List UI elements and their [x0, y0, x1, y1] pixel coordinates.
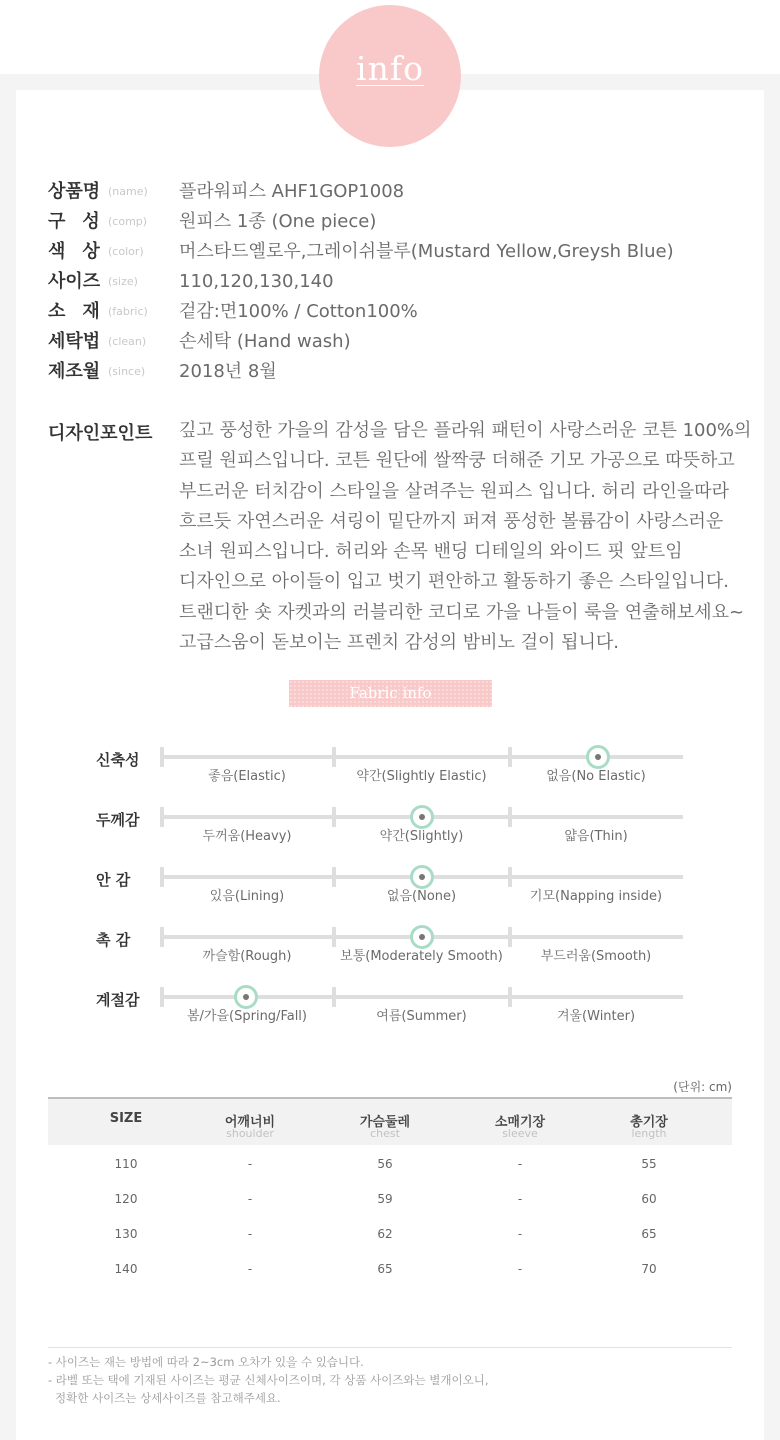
- size-table-header-cell: 총기장: [630, 1115, 668, 1130]
- size-table-cell: 140: [114, 1262, 138, 1276]
- spec-value: 2018년 8월: [179, 361, 277, 382]
- spec-value: 손세탁 (Hand wash): [179, 331, 351, 352]
- fabric-scale-label: 두께감: [96, 811, 140, 829]
- spec-sub: (size): [108, 275, 138, 288]
- size-table-cell: 120: [114, 1192, 138, 1206]
- size-table-cell: 110: [114, 1157, 138, 1171]
- size-table-header-cell: 소매기장: [494, 1115, 546, 1130]
- fabric-scale-tick: [508, 807, 512, 827]
- spec-value: 머스타드옐로우,그레이쉬블루(Mustard Yellow,Greysh Blue): [179, 241, 674, 262]
- spec-label: 구성: [48, 211, 117, 232]
- spec-sub: (color): [108, 245, 144, 258]
- fabric-scale-option: 있음(Lining): [209, 889, 285, 904]
- fabric-scale-option: 겨울(Winter): [556, 1009, 636, 1024]
- size-table-header-cell: 어깨너비: [224, 1115, 276, 1130]
- fabric-scale-tick: [160, 867, 164, 887]
- spec-value: 110,120,130,140: [179, 271, 334, 292]
- size-note-line: - 사이즈는 재는 방법에 따라 2~3cm 오차가 있을 수 있습니다.: [48, 1355, 364, 1369]
- size-notes: [48, 1353, 488, 1407]
- size-note-line: - 라벨 또는 택에 기재된 사이즈는 평균 신체사이즈이며, 각 상품 사이즈와는 별개이오니,: [48, 1373, 489, 1387]
- fabric-scale-label: 신축성: [96, 751, 140, 769]
- fabric-scale-track: [160, 875, 683, 879]
- spec-sub: (clean): [108, 335, 147, 348]
- fabric-scale-track: [160, 815, 683, 819]
- spec-label: 사이즈: [48, 271, 101, 292]
- size-table-header-sub: shoulder: [226, 1127, 274, 1140]
- fabric-scale-track: [160, 755, 683, 759]
- size-table-cell: 59: [377, 1192, 393, 1206]
- fabric-scale-tick: [332, 807, 336, 827]
- fabric-scale-tick: [332, 747, 336, 767]
- fabric-scale-option: 부드러움(Smooth): [540, 949, 652, 964]
- fabric-scale-option: 약간(Slightly Elastic): [356, 769, 487, 784]
- fabric-scale-tick: [508, 747, 512, 767]
- fabric-scale-label: 촉 감: [96, 931, 131, 949]
- design-point-line: 흐르듯 자연스러운 셔링이 밑단까지 퍼져 풍성한 볼륨감이 사랑스러운: [179, 510, 724, 532]
- spec-value: 원피스 1종 (One piece): [179, 211, 377, 232]
- fabric-scale-tick: [332, 927, 336, 947]
- fabric-info-banner: [289, 680, 492, 707]
- design-point-line: 부드러운 터치감이 스타일을 살려주는 원피스 입니다. 허리 라인을따라: [179, 480, 730, 502]
- design-point-label: 디자인포인트: [48, 423, 153, 444]
- size-table-cell: -: [517, 1227, 523, 1241]
- size-table-cell: 65: [377, 1262, 393, 1276]
- size-table-header-cell: 가슴둘레: [359, 1115, 411, 1130]
- size-note-line: 정확한 사이즈는 상세사이즈를 참고해주세요.: [55, 1391, 281, 1405]
- size-table-cell: -: [247, 1227, 253, 1241]
- fabric-scale-option: 약간(Slightly): [379, 829, 464, 844]
- design-point-line: 프릴 원피스입니다. 코튼 원단에 쌀짝쿵 더해준 기모 가공으로 따뜻하고: [179, 450, 735, 472]
- fabric-scale-option: 없음(None): [386, 889, 457, 904]
- fabric-scale-tick: [332, 987, 336, 1007]
- size-table-cell: -: [517, 1262, 523, 1276]
- spec-value: 플라워피스 AHF1GOP1008: [179, 181, 405, 202]
- size-table-cell: 130: [114, 1227, 138, 1241]
- fabric-scale-label: 계절감: [96, 991, 140, 1009]
- size-table-cell: -: [247, 1157, 253, 1171]
- fabric-scale-tick: [160, 987, 164, 1007]
- fabric-scale-tick: [508, 987, 512, 1007]
- fabric-scale-label: 안 감: [96, 871, 131, 889]
- spec-value: 겉감:면100% / Cotton100%: [179, 301, 418, 322]
- fabric-scale-track: [160, 935, 683, 939]
- spec-sub: (since): [108, 365, 146, 378]
- design-point-line: 디자인으로 아이들이 입고 벗기 편안하고 활동하기 좋은 스타일입니다.: [179, 571, 730, 593]
- size-table-cell: 55: [641, 1157, 657, 1171]
- fabric-scale-option: 없음(No Elastic): [546, 769, 646, 784]
- spec-label: 제조월: [48, 361, 101, 382]
- fabric-scale-tick: [160, 747, 164, 767]
- fabric-scale-row: [0, 809, 780, 859]
- size-table-cell: -: [517, 1192, 523, 1206]
- size-table-cell: -: [517, 1157, 523, 1171]
- spec-label: 색상: [48, 241, 117, 262]
- fabric-info-title: Fabric info: [349, 684, 432, 702]
- design-point-line: 깊고 풍성한 가을의 감성을 담은 플라워 패턴이 사랑스러운 코튼 100%의: [179, 420, 752, 441]
- fabric-scale-tick: [508, 927, 512, 947]
- size-table-header-cell: SIZE: [109, 1111, 143, 1126]
- fabric-scale-row: [0, 989, 780, 1039]
- fabric-scale-option: 까슬함(Rough): [202, 949, 292, 964]
- fabric-scale-option: 여름(Summer): [376, 1009, 467, 1024]
- fabric-scale-option: 기모(Napping inside): [529, 889, 663, 904]
- size-table-header: [48, 1097, 732, 1145]
- fabric-scale-row: [0, 749, 780, 799]
- size-table-cell: 56: [377, 1157, 393, 1171]
- info-badge: [319, 5, 461, 147]
- fabric-scale-track: [160, 995, 683, 999]
- fabric-scale-row: [0, 929, 780, 979]
- fabric-scale-tick: [332, 867, 336, 887]
- fabric-scale-tick: [508, 867, 512, 887]
- fabric-scale-tick: [160, 927, 164, 947]
- fabric-scale-tick: [160, 807, 164, 827]
- size-table-header-sub: sleeve: [502, 1127, 538, 1140]
- spec-sub: (comp): [108, 215, 148, 228]
- size-table-header-sub: length: [631, 1127, 667, 1140]
- size-table-cell: 70: [641, 1262, 657, 1276]
- design-point-line: 소녀 원피스입니다. 허리와 손목 밴딩 디테일의 와이드 핏 앞트임: [179, 541, 683, 563]
- size-table-cell: 65: [641, 1227, 657, 1241]
- spec-label: 세탁법: [48, 331, 101, 352]
- unit-note: (단위: cm): [673, 1080, 732, 1094]
- spec-sub: (name): [108, 185, 148, 198]
- size-table-cell: 62: [377, 1227, 393, 1241]
- fabric-scale-option: 좋음(Elastic): [208, 769, 286, 784]
- fabric-scale-option: 보통(Moderately Smooth): [340, 949, 503, 964]
- size-table-cell: -: [247, 1192, 253, 1206]
- design-point-line: 고급스움이 돋보이는 프렌치 감성의 밤비노 걸이 됩니다.: [179, 632, 619, 654]
- spec-label: 소재: [48, 301, 117, 322]
- fabric-scale-option: 봄/가을(Spring/Fall): [186, 1009, 307, 1024]
- spec-sub: (fabric): [108, 305, 148, 318]
- spec-label: 상품명: [48, 181, 101, 202]
- notes-divider: [48, 1347, 732, 1348]
- design-point-line: 트랜디한 숏 자켓과의 러블리한 코디로 가을 나들이 룩을 연출해보세요~: [179, 601, 745, 623]
- size-table-header-sub: chest: [370, 1127, 400, 1140]
- fabric-scale-option: 두꺼움(Heavy): [202, 829, 292, 844]
- size-table-cell: -: [247, 1262, 253, 1276]
- size-table-cell: 60: [641, 1192, 657, 1206]
- fabric-scale-option: 얇음(Thin): [564, 829, 628, 844]
- info-badge-text: info: [356, 49, 424, 88]
- design-point-text: [179, 416, 769, 658]
- fabric-scale-row: [0, 869, 780, 919]
